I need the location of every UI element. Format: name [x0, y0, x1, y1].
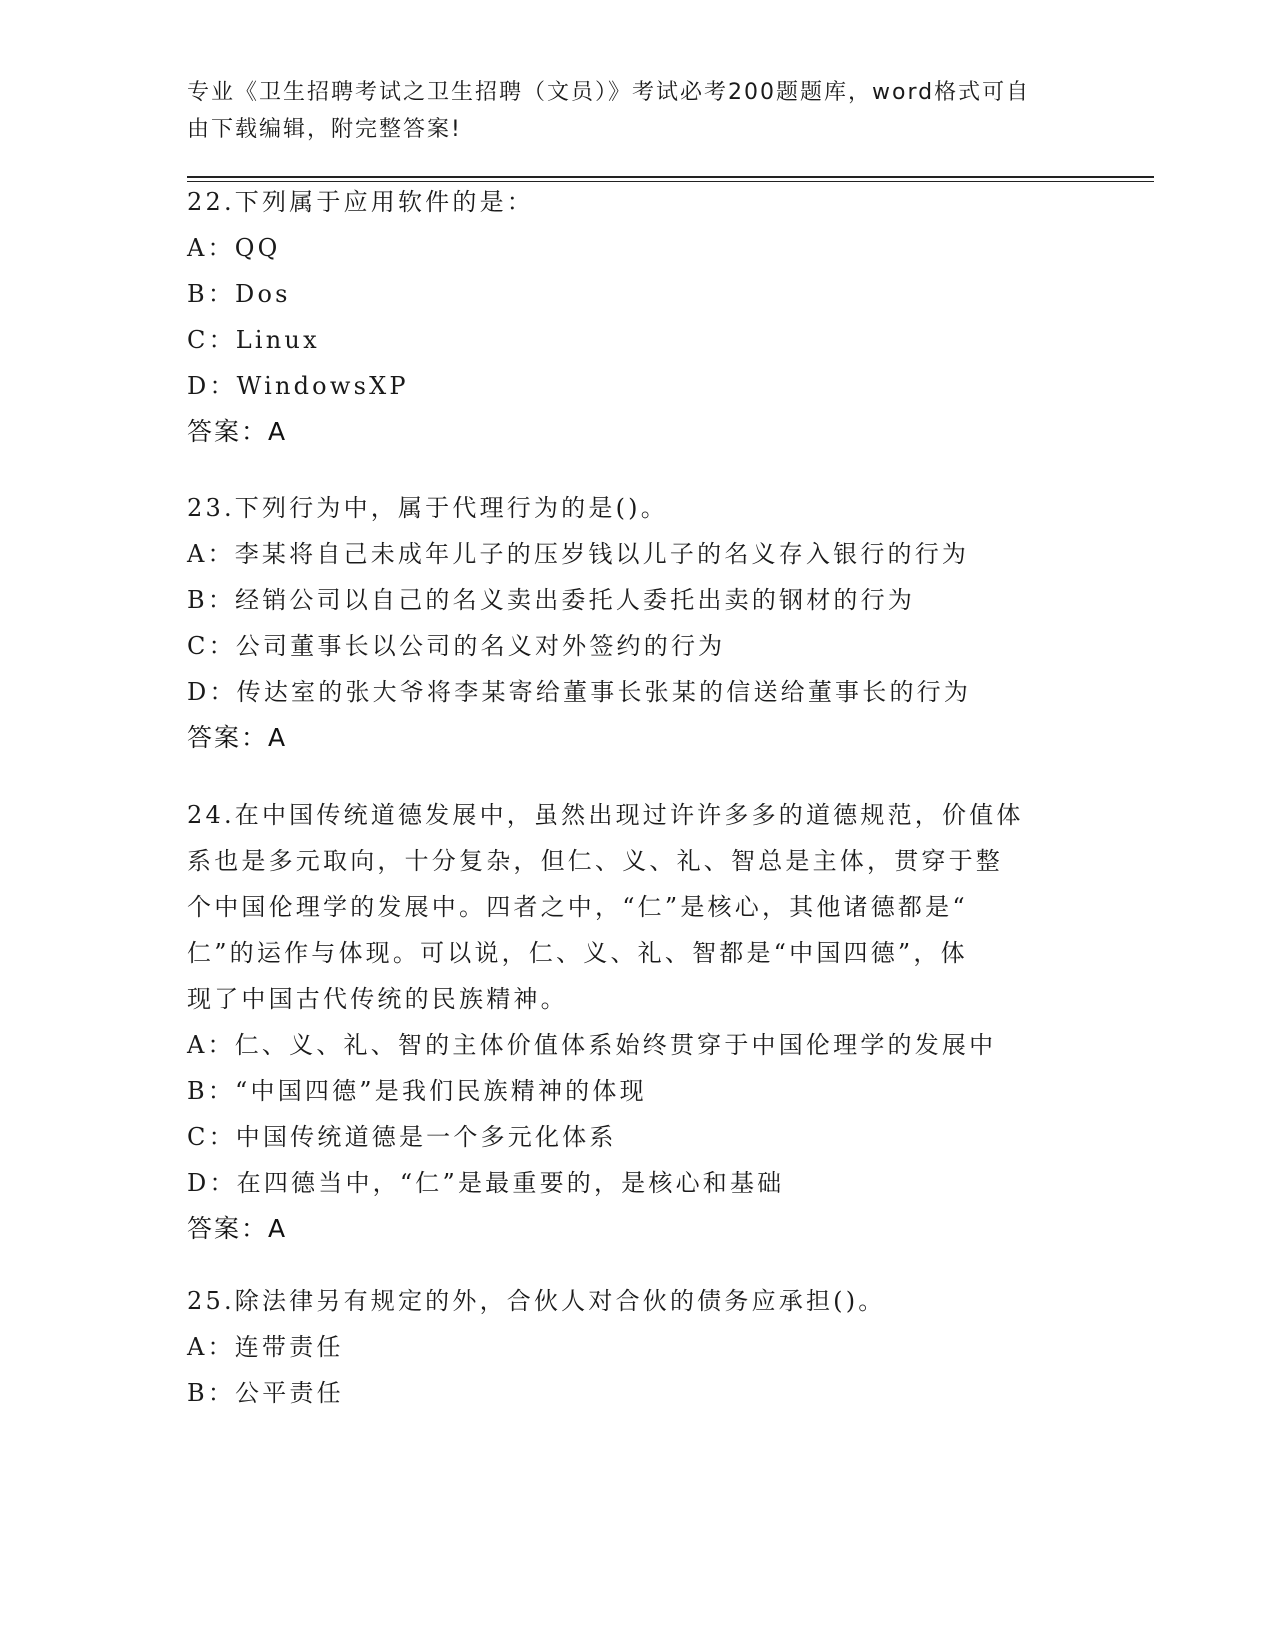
question-22 — [187, 179, 1087, 455]
answer: 答案：A — [187, 417, 288, 446]
question-stem: 23.下列行为中，属于代理行为的是()。 — [187, 494, 668, 522]
header-line-2: 由下载编辑，附完整答案! — [187, 117, 462, 142]
option-c: C：中国传统道德是一个多元化体系 — [187, 1123, 617, 1151]
question-24 — [187, 792, 1087, 1252]
header-divider-thick — [187, 176, 1154, 178]
option-b: B：Dos — [187, 280, 291, 308]
answer: 答案：A — [187, 1214, 288, 1243]
question-stem: 22.下列属于应用软件的是： — [187, 188, 534, 216]
option-a: A：仁、义、礼、智的主体价值体系始终贯穿于中国伦理学的发展中 — [187, 1031, 997, 1059]
option-a: A：李某将自己未成年儿子的压岁钱以儿子的名义存入银行的行为 — [187, 540, 970, 568]
option-b: B：“中国四德”是我们民族精神的体现 — [187, 1077, 647, 1105]
question-23 — [187, 485, 1087, 761]
question-stem: 25.除法律另有规定的外，合伙人对合伙的债务应承担()。 — [187, 1287, 886, 1315]
question-stem-line: 系也是多元取向，十分复杂，但仁、义、礼、智总是主体，贯穿于整 — [187, 847, 1003, 875]
option-d: D：WindowsXP — [187, 372, 409, 400]
option-b: B：公平责任 — [187, 1379, 344, 1407]
option-d: D：在四德当中，“仁”是最重要的，是核心和基础 — [187, 1169, 785, 1197]
question-stem-line: 24.在中国传统道德发展中，虽然出现过许许多多的道德规范，价值体 — [187, 801, 1024, 829]
question-stem-line: 现了中国古代传统的民族精神。 — [187, 985, 568, 1013]
option-c: C：Linux — [187, 326, 320, 354]
option-a: A：QQ — [187, 234, 281, 262]
option-c: C：公司董事长以公司的名义对外签约的行为 — [187, 632, 726, 660]
question-stem-line: 个中国伦理学的发展中。四者之中，“仁”是核心，其他诸德都是“ — [187, 893, 968, 921]
answer: 答案：A — [187, 723, 288, 752]
option-d: D：传达室的张大爷将李某寄给董事长张某的信送给董事长的行为 — [187, 678, 972, 706]
document-header — [187, 74, 1067, 148]
option-a: A：连带责任 — [187, 1333, 344, 1361]
question-25 — [187, 1278, 1087, 1416]
question-stem-line: 仁”的运作与体现。可以说，仁、义、礼、智都是“中国四德”，体 — [187, 939, 968, 967]
header-line-1: 专业《卫生招聘考试之卫生招聘（文员）》考试必考200题题库，word格式可自 — [187, 80, 1031, 105]
option-b: B：经销公司以自己的名义卖出委托人委托出卖的钢材的行为 — [187, 586, 916, 614]
